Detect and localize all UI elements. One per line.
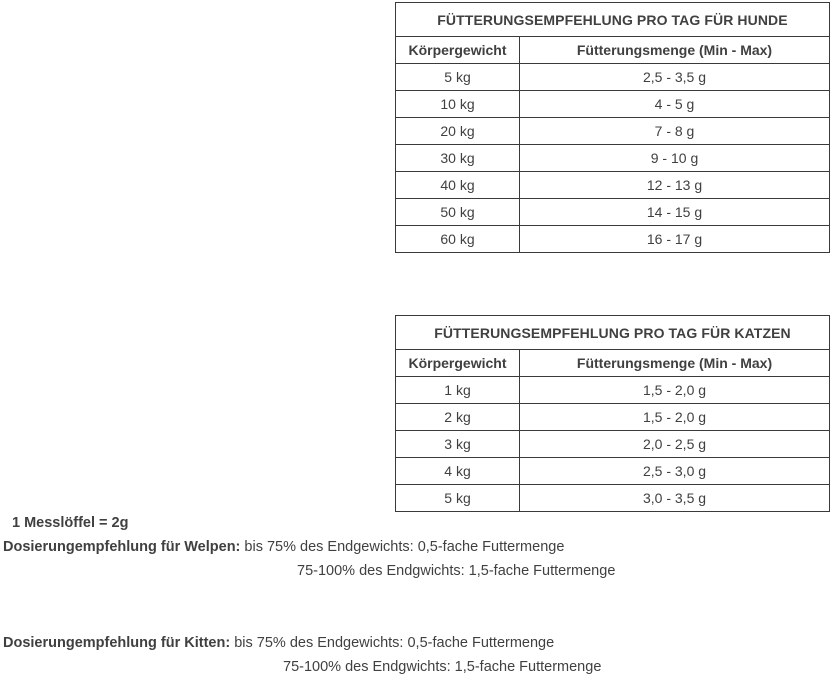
- table-row: [396, 64, 830, 91]
- dog-weight-header: Körpergewicht: [396, 37, 520, 64]
- amount-cell: 2,0 - 2,5 g: [520, 431, 830, 458]
- table-row: [396, 145, 830, 172]
- amount-cell: 4 - 5 g: [520, 91, 830, 118]
- table-row: [396, 91, 830, 118]
- weight-cell: 60 kg: [396, 226, 520, 253]
- amount-cell: 7 - 8 g: [520, 118, 830, 145]
- table-row: [396, 199, 830, 226]
- table-row: [396, 485, 830, 512]
- weight-cell: 10 kg: [396, 91, 520, 118]
- table-row: [396, 458, 830, 485]
- amount-cell: 2,5 - 3,0 g: [520, 458, 830, 485]
- weight-cell: 5 kg: [396, 485, 520, 512]
- puppies-dosage-line-2: 75-100% des Endgwichts: 1,5-fache Futtermenge: [297, 563, 616, 579]
- kittens-dosage-text-1: bis 75% des Endgewichts: 0,5-fache Futtermenge: [230, 635, 555, 651]
- amount-cell: 9 - 10 g: [520, 145, 830, 172]
- weight-cell: 20 kg: [396, 118, 520, 145]
- amount-cell: 16 - 17 g: [520, 226, 830, 253]
- dog-table-title: FÜTTERUNGSEMPFEHLUNG PRO TAG FÜR HUNDE: [396, 3, 830, 37]
- weight-cell: 5 kg: [396, 64, 520, 91]
- cat-amount-header: Fütterungsmenge (Min - Max): [520, 350, 830, 377]
- kittens-dosage-line-2: 75-100% des Endgwichts: 1,5-fache Futtermenge: [283, 659, 602, 675]
- amount-cell: 1,5 - 2,0 g: [520, 404, 830, 431]
- puppies-dosage-line-1: [3, 539, 564, 555]
- amount-cell: 3,0 - 3,5 g: [520, 485, 830, 512]
- amount-cell: 2,5 - 3,5 g: [520, 64, 830, 91]
- cat-weight-header: Körpergewicht: [396, 350, 520, 377]
- kittens-dosage-line-1: [3, 635, 554, 651]
- cat-table-body: [396, 377, 830, 512]
- table-row: [396, 377, 830, 404]
- measuring-spoon-note: 1 Messlöffel = 2g: [12, 515, 129, 531]
- table-row: [396, 118, 830, 145]
- table-row: [396, 404, 830, 431]
- puppies-dosage-label: Dosierungempfehlung für Welpen:: [3, 539, 241, 555]
- weight-cell: 1 kg: [396, 377, 520, 404]
- weight-cell: 30 kg: [396, 145, 520, 172]
- amount-cell: 12 - 13 g: [520, 172, 830, 199]
- weight-cell: 40 kg: [396, 172, 520, 199]
- table-row: [396, 226, 830, 253]
- weight-cell: 4 kg: [396, 458, 520, 485]
- cat-table-title: FÜTTERUNGSEMPFEHLUNG PRO TAG FÜR KATZEN: [396, 316, 830, 350]
- cat-feeding-table: [395, 315, 830, 512]
- dog-amount-header: Fütterungsmenge (Min - Max): [520, 37, 830, 64]
- amount-cell: 14 - 15 g: [520, 199, 830, 226]
- dog-table-body: [396, 64, 830, 253]
- kittens-dosage-label: Dosierungempfehlung für Kitten:: [3, 635, 231, 651]
- weight-cell: 50 kg: [396, 199, 520, 226]
- weight-cell: 3 kg: [396, 431, 520, 458]
- table-row: [396, 431, 830, 458]
- table-row: [396, 172, 830, 199]
- dog-feeding-table: [395, 2, 830, 253]
- puppies-dosage-text-1: bis 75% des Endgewichts: 0,5-fache Futtermenge: [240, 539, 565, 555]
- amount-cell: 1,5 - 2,0 g: [520, 377, 830, 404]
- weight-cell: 2 kg: [396, 404, 520, 431]
